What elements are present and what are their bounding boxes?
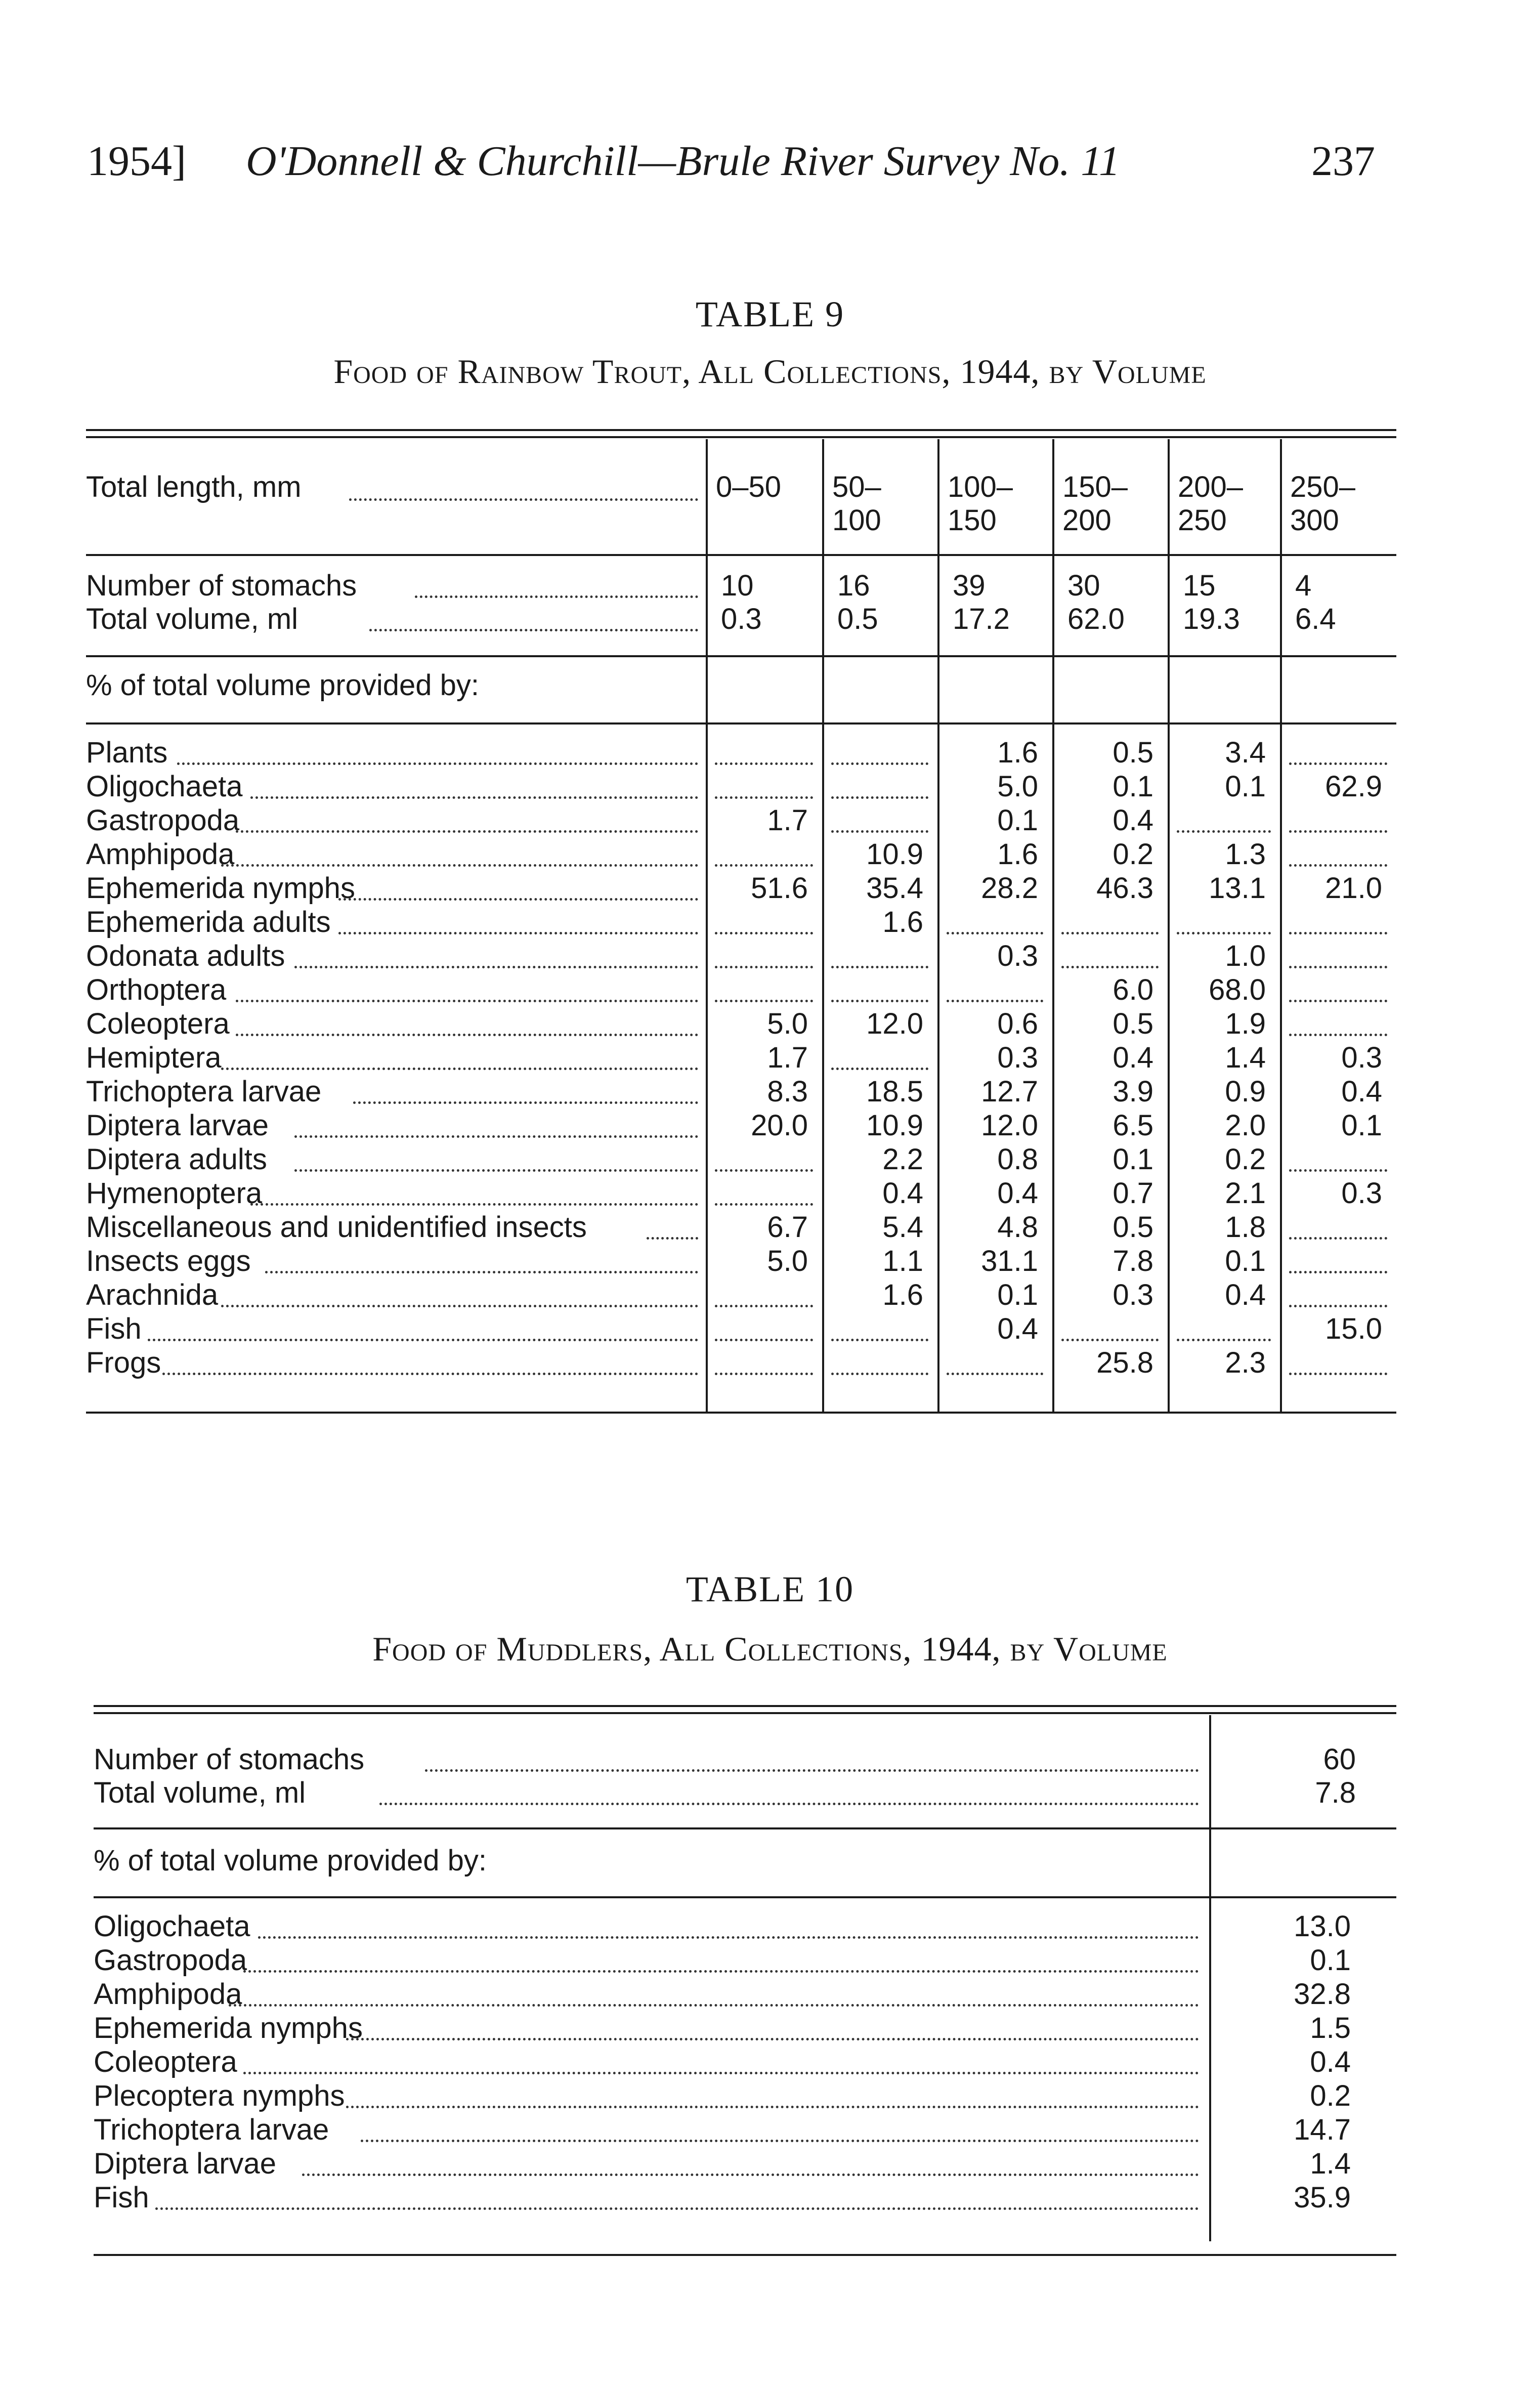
table9-cell: 1.4	[1225, 1041, 1266, 1074]
table9-cell: 0.5	[1113, 1211, 1153, 1244]
table9-col-header-top: 50–	[832, 471, 881, 503]
table9-cell: 0.4	[1341, 1075, 1382, 1108]
table9-cell: 0.3	[997, 940, 1038, 972]
empty-cell-dots	[715, 1373, 813, 1375]
empty-cell-dots	[1289, 1169, 1387, 1172]
table9-cell: 0.3	[1341, 1041, 1382, 1074]
table9-cell: 0.1	[1341, 1109, 1382, 1142]
table9-cell: 0.5	[1113, 1007, 1153, 1040]
table9-cell: 3.4	[1225, 736, 1266, 769]
table9-cell: 10.9	[866, 838, 923, 871]
table9-row-label: Amphipoda	[86, 838, 235, 871]
empty-cell-dots	[831, 1068, 928, 1070]
table9-cell: 31.1	[981, 1245, 1038, 1277]
empty-cell-dots	[715, 1169, 813, 1172]
table9-cell: 0.1	[997, 804, 1038, 837]
table9-row-label: Diptera larvae	[86, 1109, 269, 1142]
table9-cell: 51.6	[751, 872, 808, 905]
table9-summary-label: Total volume, ml	[86, 603, 298, 635]
table9-summary-value: 0.5	[837, 603, 878, 635]
table9-cell: 25.8	[1096, 1346, 1153, 1379]
empty-cell-dots	[1289, 1000, 1387, 1002]
empty-cell-dots	[1289, 830, 1387, 833]
leader-dots	[236, 1034, 698, 1036]
leader-dots	[346, 2106, 1199, 2108]
leader-dots	[148, 1339, 698, 1341]
empty-cell-dots	[1289, 1271, 1387, 1273]
table9-col-header-bottom: 150	[948, 504, 997, 537]
leader-dots	[229, 2004, 1199, 2007]
table9-summary-value: 17.2	[953, 603, 1010, 635]
leader-dots	[177, 762, 698, 765]
leader-dots	[294, 966, 698, 968]
table9-cell: 35.4	[866, 872, 923, 905]
table10-row-label: Amphipoda	[94, 1978, 242, 2011]
table9-summary-value: 0.3	[721, 603, 762, 635]
table9-cell: 7.8	[1113, 1245, 1153, 1277]
table9-cell: 1.8	[1225, 1211, 1266, 1244]
table9-cell: 0.4	[1225, 1279, 1266, 1311]
table10-col-divider	[1209, 1715, 1211, 2241]
table9-rule-section	[86, 722, 1396, 725]
empty-cell-dots	[831, 830, 928, 833]
table9-label: TABLE 9	[695, 294, 845, 334]
empty-cell-dots	[1177, 932, 1271, 934]
table9-cell: 0.3	[1113, 1279, 1153, 1311]
empty-cell-dots	[715, 762, 813, 765]
table9-cell: 5.0	[997, 770, 1038, 803]
leader-dots	[415, 595, 698, 598]
table9-section-label: % of total volume provided by:	[86, 669, 479, 702]
table9-cell: 8.3	[767, 1075, 808, 1108]
table10-row-label: Diptera larvae	[94, 2147, 277, 2180]
empty-cell-dots	[715, 796, 813, 799]
table9-cell: 6.7	[767, 1211, 808, 1244]
table9-cell: 20.0	[751, 1109, 808, 1142]
table9-row-label: Oligochaeta	[86, 770, 243, 803]
leader-dots	[369, 629, 698, 631]
table9-length-label: Total length, mm	[86, 471, 302, 503]
leader-dots	[258, 1936, 1199, 1939]
table9-cell: 0.4	[882, 1177, 923, 1210]
table10-row-label: Oligochaeta	[94, 1910, 250, 1943]
table9-cell: 15.0	[1325, 1312, 1382, 1345]
table9-cell: 12.0	[866, 1007, 923, 1040]
table9-row-label: Ephemerida adults	[86, 906, 331, 939]
table9-summary-value: 39	[953, 569, 986, 602]
table10-caption: Food of Muddlers, All Collections, 1944, by Volume	[372, 1630, 1168, 1668]
empty-cell-dots	[1289, 932, 1387, 934]
table9-cell: 0.1	[1113, 770, 1153, 803]
table9-cell: 0.1	[997, 1279, 1038, 1311]
table9-cell: 28.2	[981, 872, 1038, 905]
table9-summary-value: 4	[1295, 569, 1312, 602]
running-header	[0, 137, 1540, 192]
table9-cell: 12.7	[981, 1075, 1038, 1108]
empty-cell-dots	[1061, 932, 1159, 934]
leader-dots	[338, 932, 698, 934]
leader-dots	[243, 2072, 1199, 2074]
table9-summary-value: 19.3	[1183, 603, 1240, 635]
table10-value: 1.4	[1310, 2147, 1351, 2180]
table9-cell: 1.3	[1225, 838, 1266, 871]
table9-row-label: Ephemerida nymphs	[86, 872, 355, 905]
leader-dots	[250, 796, 698, 799]
table9-summary-value: 10	[721, 569, 754, 602]
empty-cell-dots	[1289, 966, 1387, 968]
table9-col-header-top: 250–	[1290, 471, 1356, 503]
empty-cell-dots	[947, 932, 1043, 934]
table10-value: 1.5	[1310, 2012, 1351, 2044]
table9-cell: 1.9	[1225, 1007, 1266, 1040]
table9-summary-label: Number of stomachs	[86, 569, 357, 602]
table10-value: 13.0	[1294, 1910, 1351, 1943]
table9-cell: 0.1	[1225, 770, 1266, 803]
table9-summary-value: 16	[837, 569, 870, 602]
empty-cell-dots	[715, 864, 813, 867]
table9-summary-value: 15	[1183, 569, 1216, 602]
table9-row-label: Orthoptera	[86, 973, 227, 1006]
table9-row-label: Frogs	[86, 1346, 161, 1379]
table9-top-rule-2	[86, 436, 1396, 438]
table9-cell: 0.9	[1225, 1075, 1266, 1108]
table9-summary-value: 6.4	[1295, 603, 1336, 635]
table9-row-label: Insects eggs	[86, 1245, 251, 1277]
table9-cell: 1.1	[882, 1245, 923, 1277]
table9-cell: 46.3	[1096, 872, 1153, 905]
table9-cell: 0.4	[1113, 1041, 1153, 1074]
table9-cell: 0.2	[1113, 838, 1153, 871]
header-year: 1954]	[87, 138, 186, 185]
table9-col-divider	[1052, 439, 1054, 1412]
table10-rule-summary	[94, 1827, 1396, 1829]
table9-row-label: Fish	[86, 1312, 142, 1345]
leader-dots	[353, 1101, 698, 1104]
table9-cell: 18.5	[866, 1075, 923, 1108]
table9-cell: 2.2	[882, 1143, 923, 1176]
table9-cell: 6.0	[1113, 973, 1153, 1006]
table10-summary-value: 7.8	[1315, 1776, 1356, 1809]
header-title: O'Donnell & Churchill—Brule River Survey No. 11	[246, 138, 1121, 185]
table9-cell: 0.3	[1341, 1177, 1382, 1210]
leader-dots	[221, 1305, 698, 1307]
table9-col-header-bottom: 300	[1290, 504, 1339, 537]
empty-cell-dots	[1177, 1339, 1271, 1341]
empty-cell-dots	[715, 1203, 813, 1206]
leader-dots	[349, 498, 698, 501]
table9-row-label: Odonata adults	[86, 940, 285, 972]
table9-cell: 0.8	[997, 1143, 1038, 1176]
table10-row-label: Fish	[94, 2181, 149, 2214]
empty-cell-dots	[1061, 966, 1159, 968]
table9-cell: 21.0	[1325, 872, 1382, 905]
empty-cell-dots	[831, 796, 928, 799]
table10-rule-section	[94, 1896, 1396, 1898]
table9-cell: 1.6	[882, 1279, 923, 1311]
empty-cell-dots	[831, 1339, 928, 1341]
table9-row-label: Gastropoda	[86, 804, 240, 837]
empty-cell-dots	[1289, 1237, 1387, 1240]
table9-bottom-rule	[86, 1412, 1396, 1414]
leader-dots	[425, 1769, 1199, 1772]
table9-cell: 1.6	[997, 838, 1038, 871]
table9-rule-summary	[86, 655, 1396, 657]
table9-cell: 10.9	[866, 1109, 923, 1142]
table9-cell: 1.7	[767, 804, 808, 837]
leader-dots	[221, 1068, 698, 1070]
table9-cell: 0.4	[1113, 804, 1153, 837]
table9-cell: 1.6	[882, 906, 923, 939]
table9-cell: 0.6	[997, 1007, 1038, 1040]
table9-row-label: Hymenoptera	[86, 1177, 263, 1210]
table9-cell: 6.5	[1113, 1109, 1153, 1142]
table9-col-header-top: 150–	[1062, 471, 1128, 503]
table9-cell: 1.7	[767, 1041, 808, 1074]
leader-dots	[155, 2207, 1199, 2210]
empty-cell-dots	[831, 966, 928, 968]
table9-cell: 0.1	[1113, 1143, 1153, 1176]
table9-cell: 5.0	[767, 1245, 808, 1277]
leader-dots	[346, 2038, 1199, 2040]
empty-cell-dots	[831, 762, 928, 765]
leader-dots	[361, 2140, 1199, 2142]
leader-dots	[221, 864, 698, 867]
leader-dots	[265, 1271, 698, 1273]
leader-dots	[338, 898, 698, 901]
table9-cell: 4.8	[997, 1211, 1038, 1244]
table9-cell: 1.6	[997, 736, 1038, 769]
table9-row-label: Miscellaneous and unidentified insects	[86, 1211, 587, 1244]
table9-col-header-top: 0–50	[716, 471, 782, 503]
table10-row-label: Gastropoda	[94, 1944, 247, 1977]
table9-cell: 0.2	[1225, 1143, 1266, 1176]
table9-col-divider	[706, 439, 708, 1412]
table9-cell: 2.0	[1225, 1109, 1266, 1142]
table9-col-divider	[937, 439, 939, 1412]
table10-value: 14.7	[1294, 2113, 1351, 2146]
table10-summary-label: Number of stomachs	[94, 1743, 365, 1776]
table10-summary-value: 60	[1323, 1743, 1356, 1776]
table9-cell: 13.1	[1209, 872, 1266, 905]
table9-col-divider	[822, 439, 824, 1412]
table9-cell: 12.0	[981, 1109, 1038, 1142]
table9-cell: 5.4	[882, 1211, 923, 1244]
table9-col-header-bottom: 200	[1062, 504, 1111, 537]
leader-dots	[250, 1203, 698, 1206]
empty-cell-dots	[715, 932, 813, 934]
table10-row-label: Coleoptera	[94, 2046, 237, 2078]
table9-col-header-bottom: 100	[832, 504, 881, 537]
empty-cell-dots	[947, 1000, 1043, 1002]
table9-rule-header	[86, 554, 1396, 556]
table9-cell: 62.9	[1325, 770, 1382, 803]
empty-cell-dots	[1289, 864, 1387, 867]
leader-dots	[236, 1000, 698, 1002]
page-number: 237	[1311, 138, 1375, 185]
table9-cell: 0.5	[1113, 736, 1153, 769]
leader-dots	[243, 1970, 1199, 1973]
leader-dots	[647, 1237, 698, 1240]
table10-label: TABLE 10	[686, 1569, 854, 1609]
table10-top-rule	[94, 1705, 1396, 1707]
table10-summary-label: Total volume, ml	[94, 1776, 306, 1809]
empty-cell-dots	[831, 1373, 928, 1375]
leader-dots	[236, 830, 698, 833]
table9-row-label: Hemiptera	[86, 1041, 222, 1074]
table9-col-header-bottom: 250	[1178, 504, 1227, 537]
table10-value: 0.4	[1310, 2046, 1351, 2078]
leader-dots	[379, 1803, 1199, 1805]
table9-cell: 0.7	[1113, 1177, 1153, 1210]
table10-value: 35.9	[1294, 2181, 1351, 2214]
table9-cell: 68.0	[1209, 973, 1266, 1006]
table9-col-divider	[1168, 439, 1170, 1412]
leader-dots	[162, 1373, 698, 1375]
table9-summary-value: 30	[1067, 569, 1100, 602]
empty-cell-dots	[1289, 762, 1387, 765]
table9-row-label: Trichoptera larvae	[86, 1075, 322, 1108]
table9-row-label: Diptera adults	[86, 1143, 267, 1176]
empty-cell-dots	[1289, 1305, 1387, 1307]
table9-cell: 0.3	[997, 1041, 1038, 1074]
table9-row-label: Arachnida	[86, 1279, 219, 1311]
table10-value: 32.8	[1294, 1978, 1351, 2011]
table9-summary-value: 62.0	[1067, 603, 1125, 635]
leader-dots	[302, 2174, 1199, 2176]
table10-row-label: Trichoptera larvae	[94, 2113, 329, 2146]
table9-cell: 2.1	[1225, 1177, 1266, 1210]
table9-row-label: Coleoptera	[86, 1007, 230, 1040]
empty-cell-dots	[715, 1000, 813, 1002]
empty-cell-dots	[1289, 1373, 1387, 1375]
empty-cell-dots	[1061, 1339, 1159, 1341]
table9-cell: 1.0	[1225, 940, 1266, 972]
table10-top-rule-2	[94, 1712, 1396, 1714]
empty-cell-dots	[1177, 830, 1271, 833]
empty-cell-dots	[715, 1305, 813, 1307]
table9-row-label: Plants	[86, 736, 168, 769]
table9-cell: 0.4	[997, 1177, 1038, 1210]
table9-col-header-top: 200–	[1178, 471, 1244, 503]
table9-cell: 0.4	[997, 1312, 1038, 1345]
table10-value: 0.1	[1310, 1944, 1351, 1977]
table9-cell: 0.1	[1225, 1245, 1266, 1277]
empty-cell-dots	[1289, 1034, 1387, 1036]
table9-caption: Food of Rainbow Trout, All Collections, 1944, by Volume	[333, 352, 1207, 391]
table10-value: 0.2	[1310, 2079, 1351, 2112]
table9-top-rule	[86, 429, 1396, 431]
table10-row-label: Ephemerida nymphs	[94, 2012, 363, 2044]
table10-section-label: % of total volume provided by:	[94, 1844, 487, 1877]
empty-cell-dots	[715, 966, 813, 968]
empty-cell-dots	[947, 1373, 1043, 1375]
table9-cell: 3.9	[1113, 1075, 1153, 1108]
table9-col-header-top: 100–	[948, 471, 1013, 503]
table10-row-label: Plecoptera nymphs	[94, 2079, 345, 2112]
empty-cell-dots	[831, 1000, 928, 1002]
empty-cell-dots	[715, 1339, 813, 1341]
leader-dots	[294, 1169, 698, 1172]
leader-dots	[294, 1135, 698, 1138]
table10-bottom-rule	[94, 2254, 1396, 2256]
table9-cell: 2.3	[1225, 1346, 1266, 1379]
table9-col-divider	[1280, 439, 1282, 1412]
table9-cell: 5.0	[767, 1007, 808, 1040]
